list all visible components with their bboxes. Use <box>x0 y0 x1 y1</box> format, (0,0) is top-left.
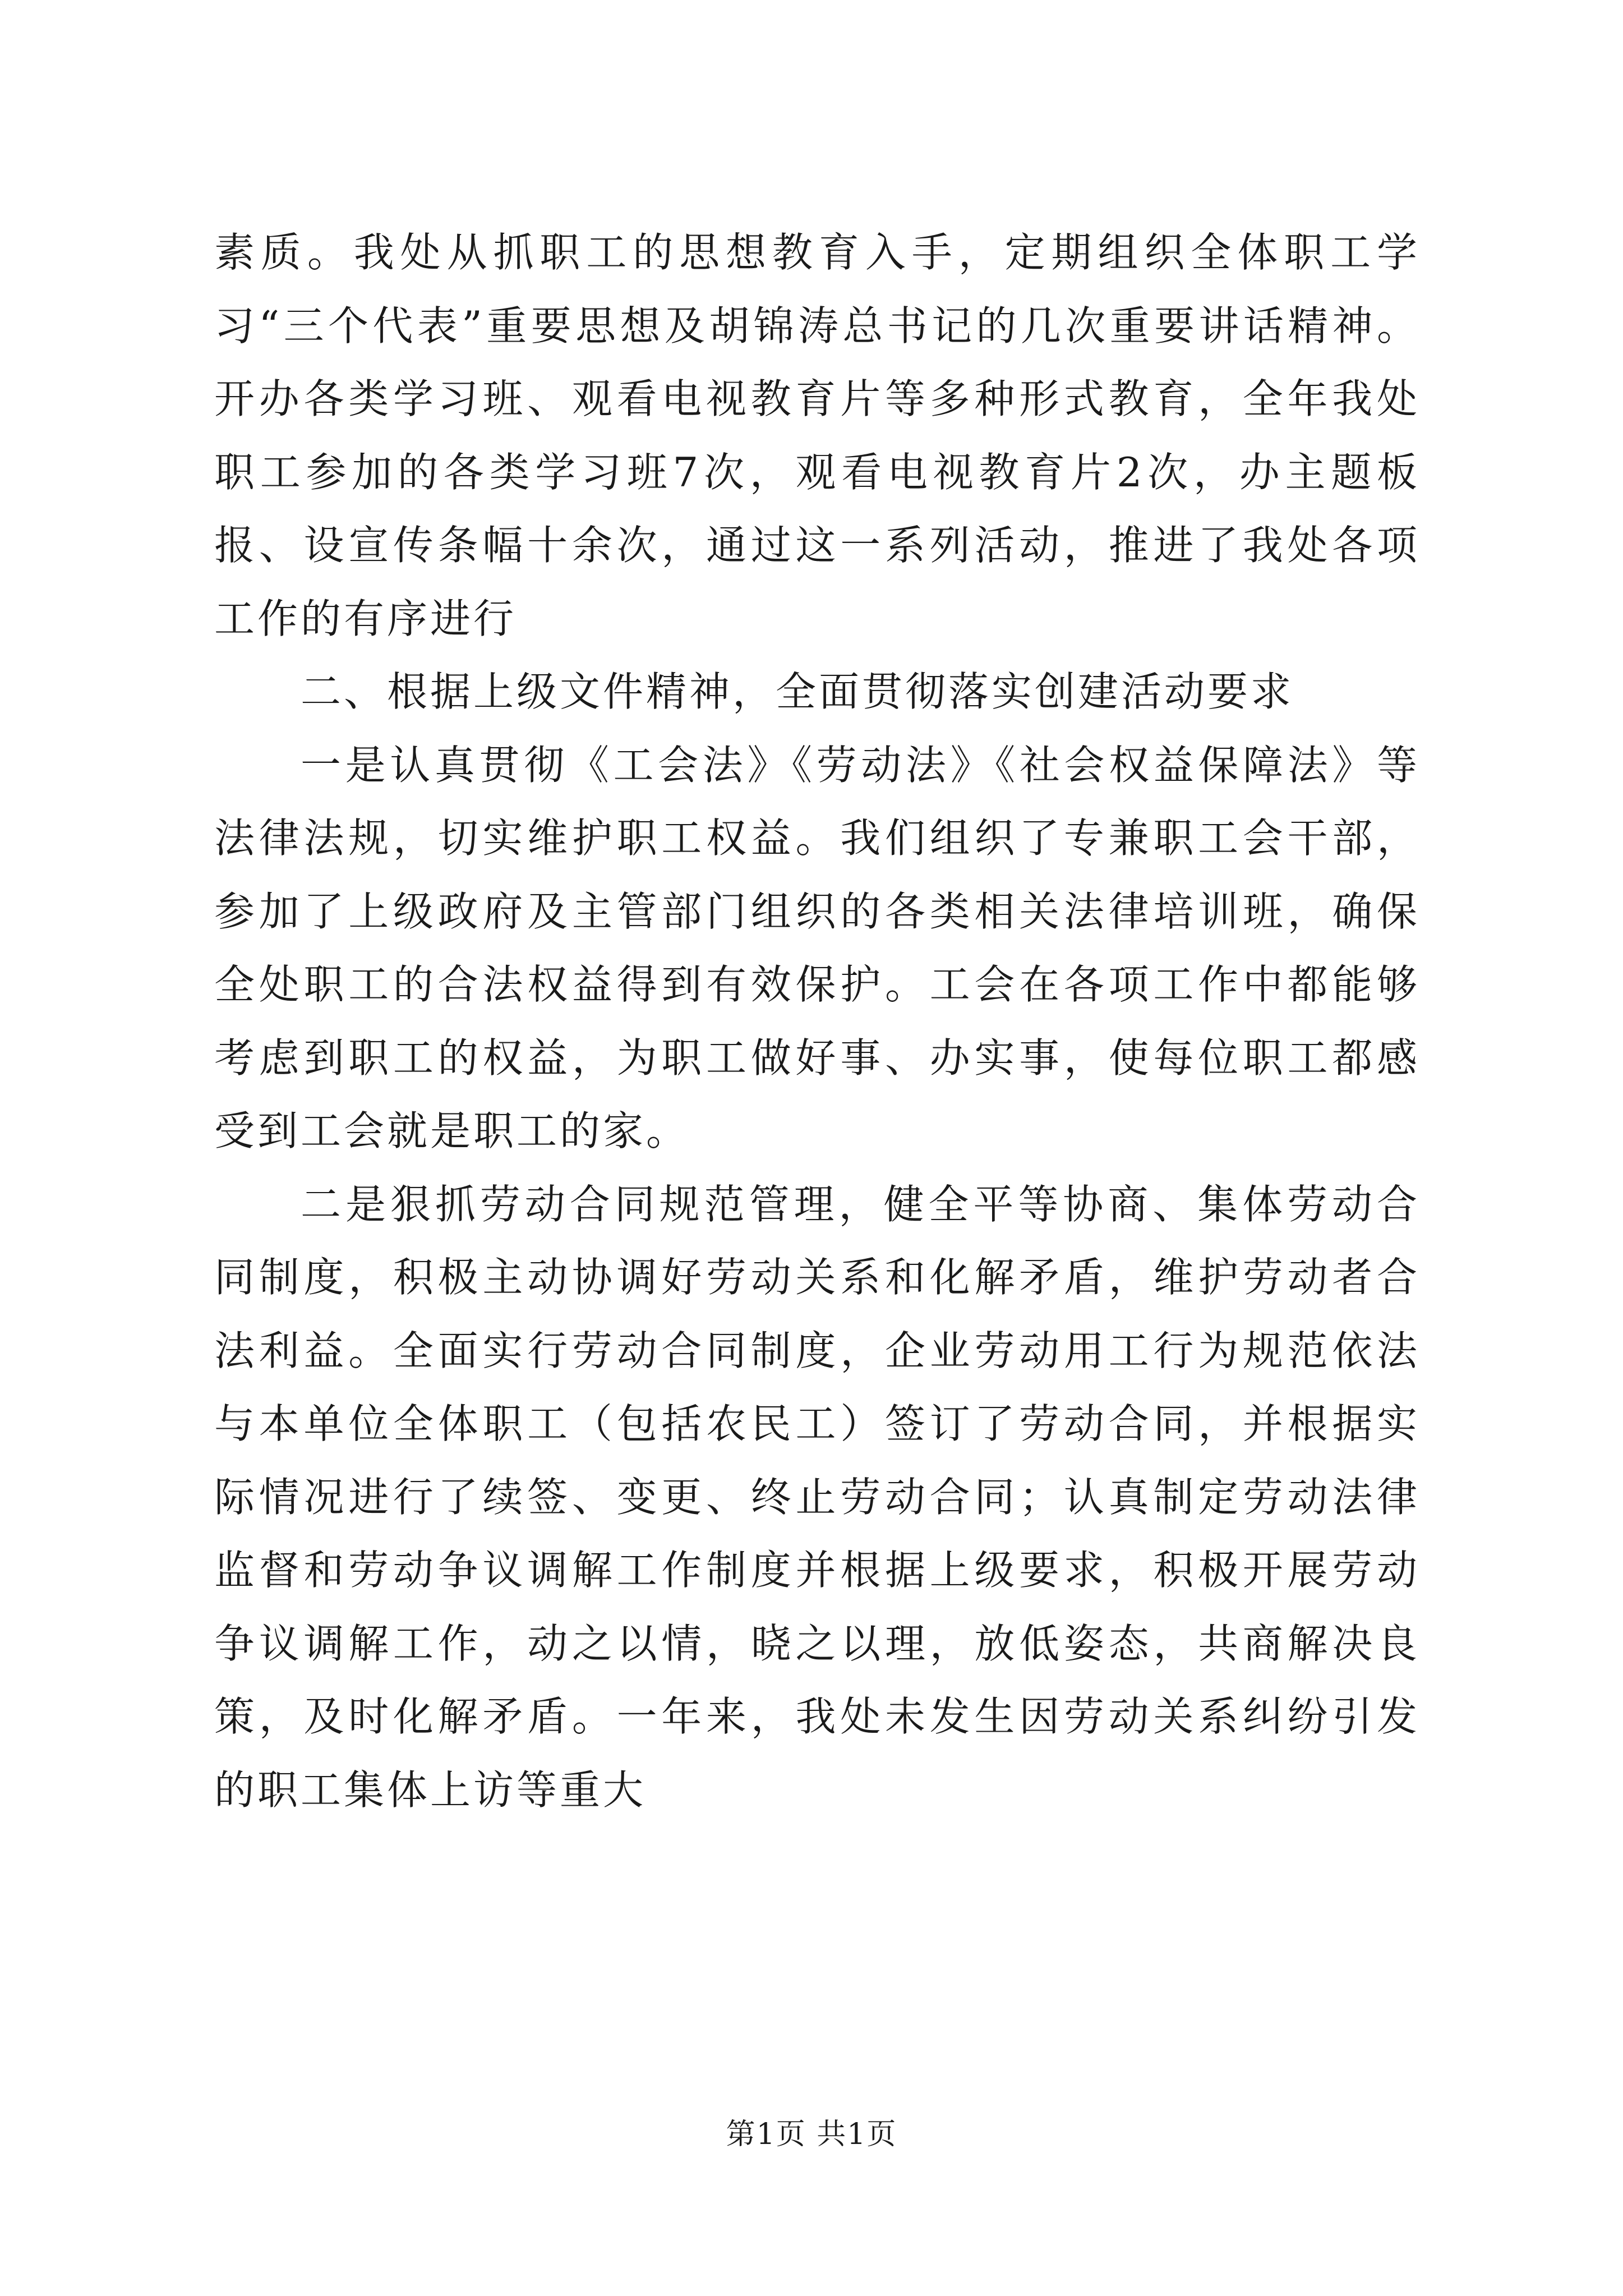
paragraph-labor-contract: 二是狠抓劳动合同规范管理，健全平等协商、集体劳动合同制度，积极主动协调好劳动关系和化解矛盾，维护劳动者合法利益。全面实行劳动合同制度，企业劳动用工行为规范依法与本单位全体职工（包括农民工）签订了劳动合同，并根据实际情况进行了续签、变更、终止劳动合同；认真制定劳动法律监督和劳动争议调解工作制度并根据上级要求，积极开展劳动争议调解工作，动之以情，晓之以理，放低姿态，共商解决良策，及时化解矛盾。一年来，我处未发生因劳动关系纠纷引发的职工集体上访等重大 <box>214 1180 1420 1814</box>
section-heading: 二、根据上级文件精神，全面贯彻落实创建活动要求 <box>301 668 1294 715</box>
paragraph-continuation: 素质。我处从抓职工的思想教育入手，定期组织全体职工学习“三个代表”重要思想及胡锦涛总书记的几次重要讲话精神。开办各类学习班、观看电视教育片等多种形式教育，全年我处职工参加的各类学习班7次，观看电视教育片2次，办主题板报、设宣传条幅十余次，通过这一系列活动，推进了我处各项工作的有序进行 <box>214 229 1420 642</box>
page-number-footer: 第1页 共1页 <box>726 2118 897 2151</box>
document-body <box>214 216 1420 1826</box>
paragraph-labor-law: 一是认真贯彻《工会法》《劳动法》《社会权益保障法》等法律法规，切实维护职工权益。我们组织了专兼职工会干部，参加了上级政府及主管部门组织的各类相关法律培训班，确保全处职工的合法权益得到有效保护。工会在各项工作中都能够考虑到职工的权益，为职工做好事、办实事，使每位职工都感受到工会就是职工的家。 <box>214 741 1420 1154</box>
